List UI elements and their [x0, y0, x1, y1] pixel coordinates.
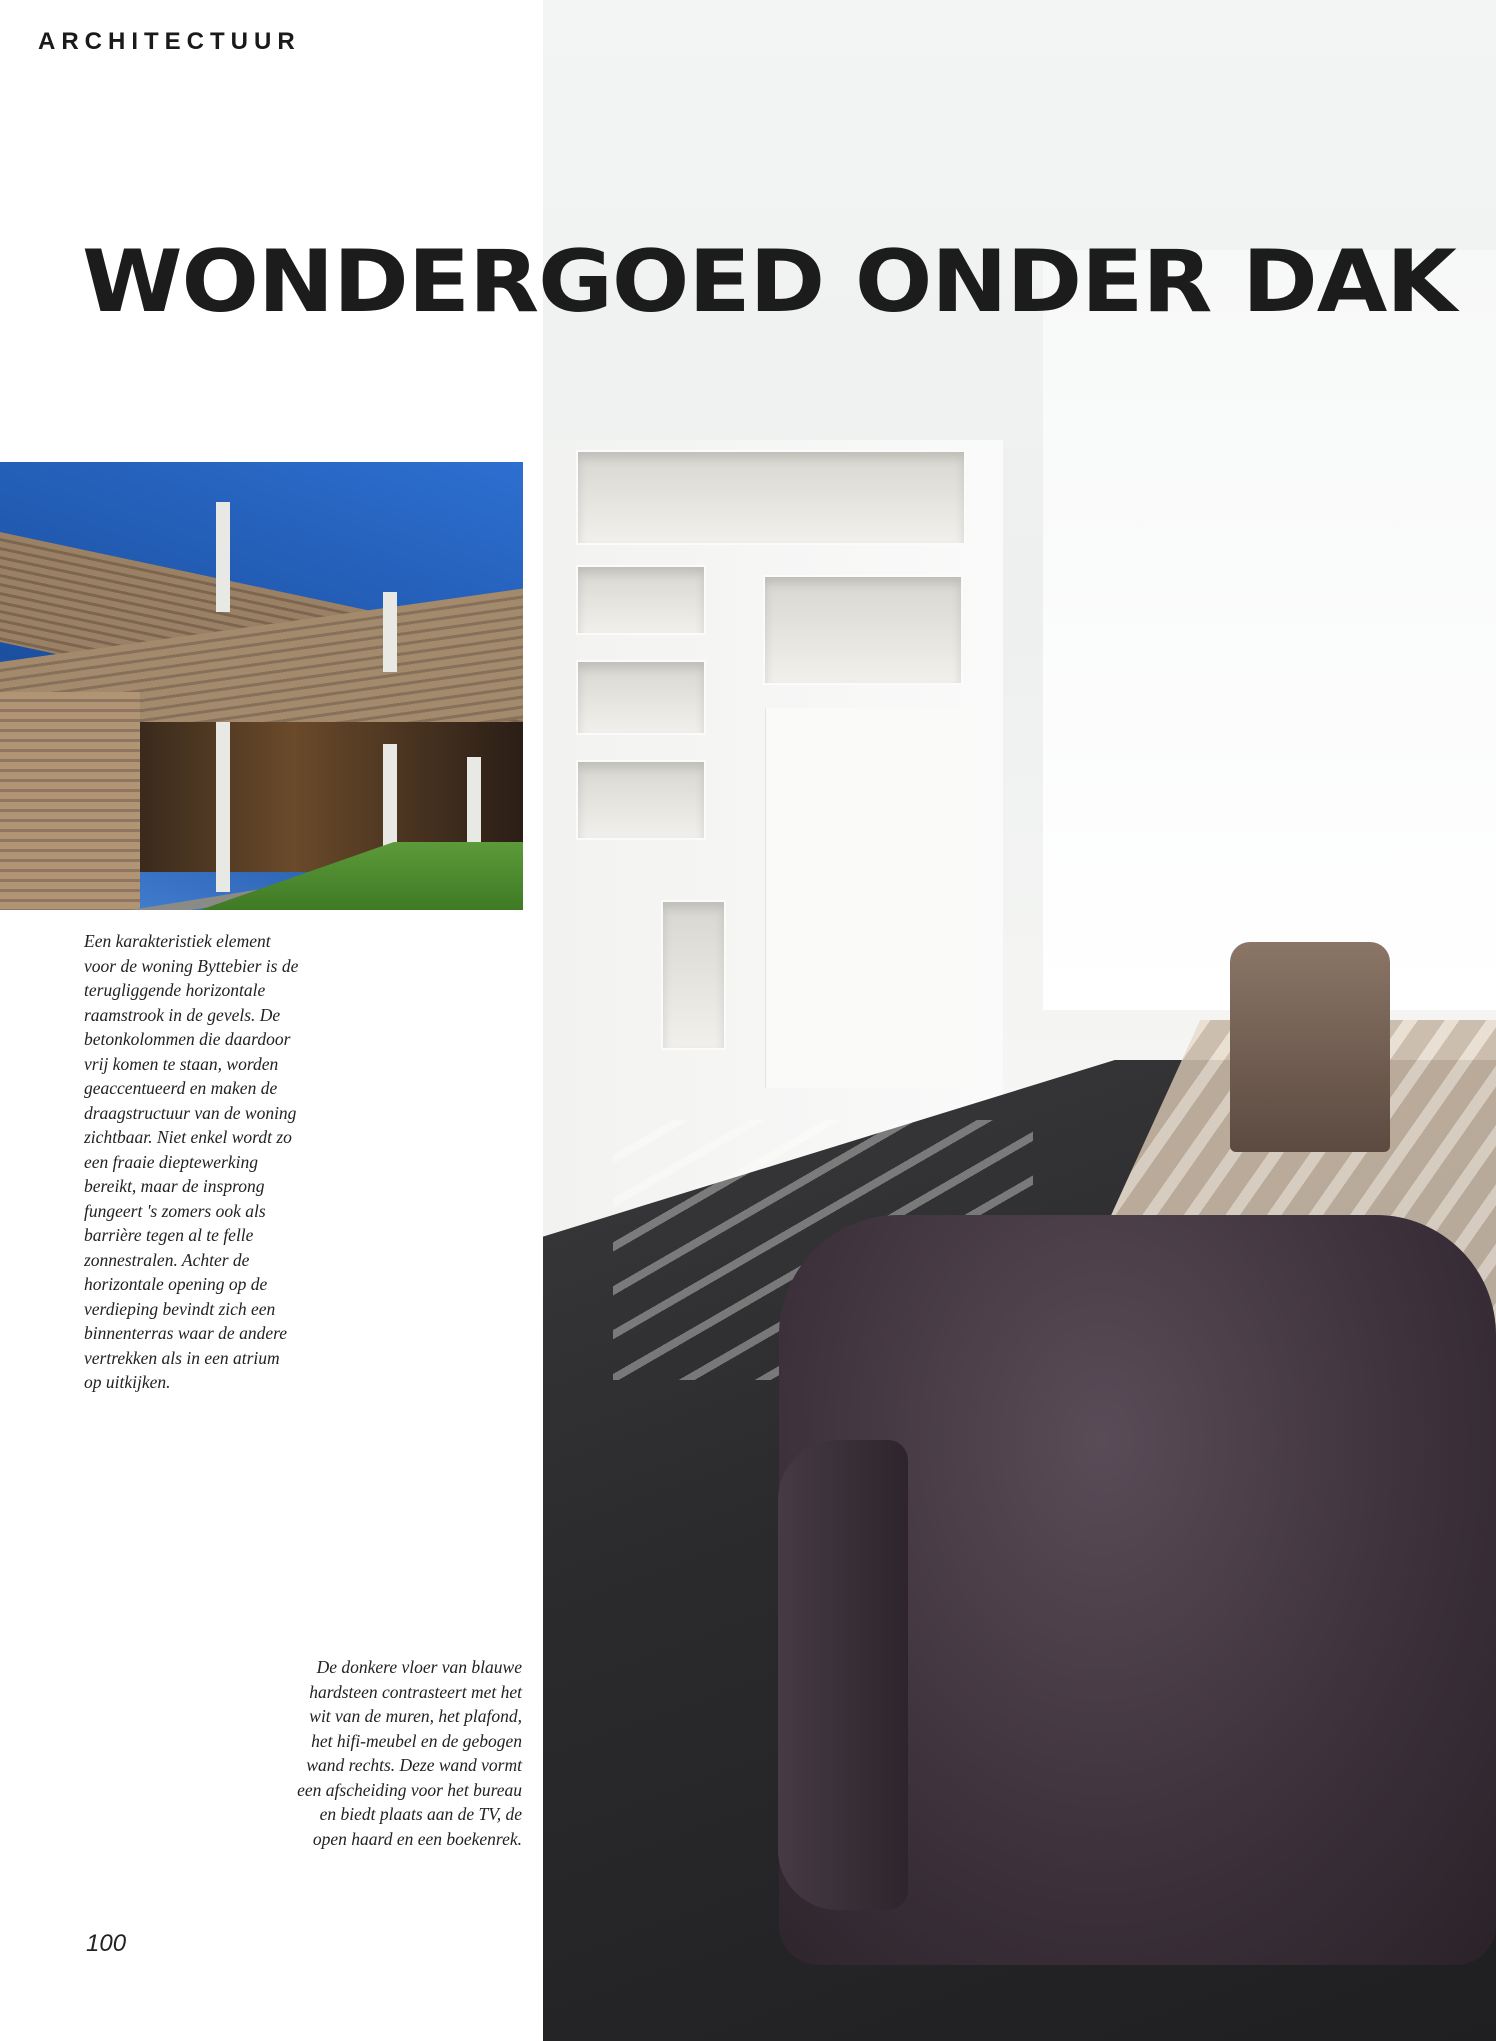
exterior-photo [0, 462, 523, 910]
interior-caption: De donkere vloer van blauwe hardsteen contrasteert met het wit van de muren, het plafond, het hifi-meubel en de gebogen wand rechts. Deze wand vormt een afscheiding voor het bureau en biedt plaats aan de TV, de open haard en een boekenrek. [297, 1657, 522, 1849]
tv-niche [661, 900, 726, 1050]
interior-window-light [1043, 250, 1496, 1010]
exterior-caption: Een karakteristiek element voor de woning Byttebier is de terugliggende horizontale raamstrook in de gevels. De betonkolommen die daardoor vrij komen te staan, worden geaccentueerd en maken de draagstructuur van de woning zichtbaar. Niet enkel wordt zo een fraaie dieptewerking bereikt, maar de insprong fungeert 's zomers ook als barrière tegen al te felle zonnestralen. Achter de horizontale opening op de verdieping bevindt zich een binnenterras waar de andere vertrekken als in een atrium op uitkijken. [84, 931, 299, 1392]
records-niche [763, 575, 963, 685]
concrete-column [216, 502, 230, 612]
concrete-column [383, 592, 397, 672]
cabinet-doors [765, 708, 965, 1088]
shelf-niche [576, 660, 706, 735]
shelf-niche [576, 760, 706, 840]
lower-brick-wall [0, 692, 140, 910]
article-title: WONDERGOED ONDER DAK [82, 232, 1456, 332]
hifi-niche [576, 450, 966, 545]
concrete-column [216, 722, 230, 892]
section-label: ARCHITECTUUR [38, 28, 301, 55]
ottoman [1230, 942, 1390, 1152]
armchair-arm [778, 1440, 908, 1910]
shelf-niche [576, 565, 706, 635]
page-number: 100 [86, 1930, 127, 1957]
